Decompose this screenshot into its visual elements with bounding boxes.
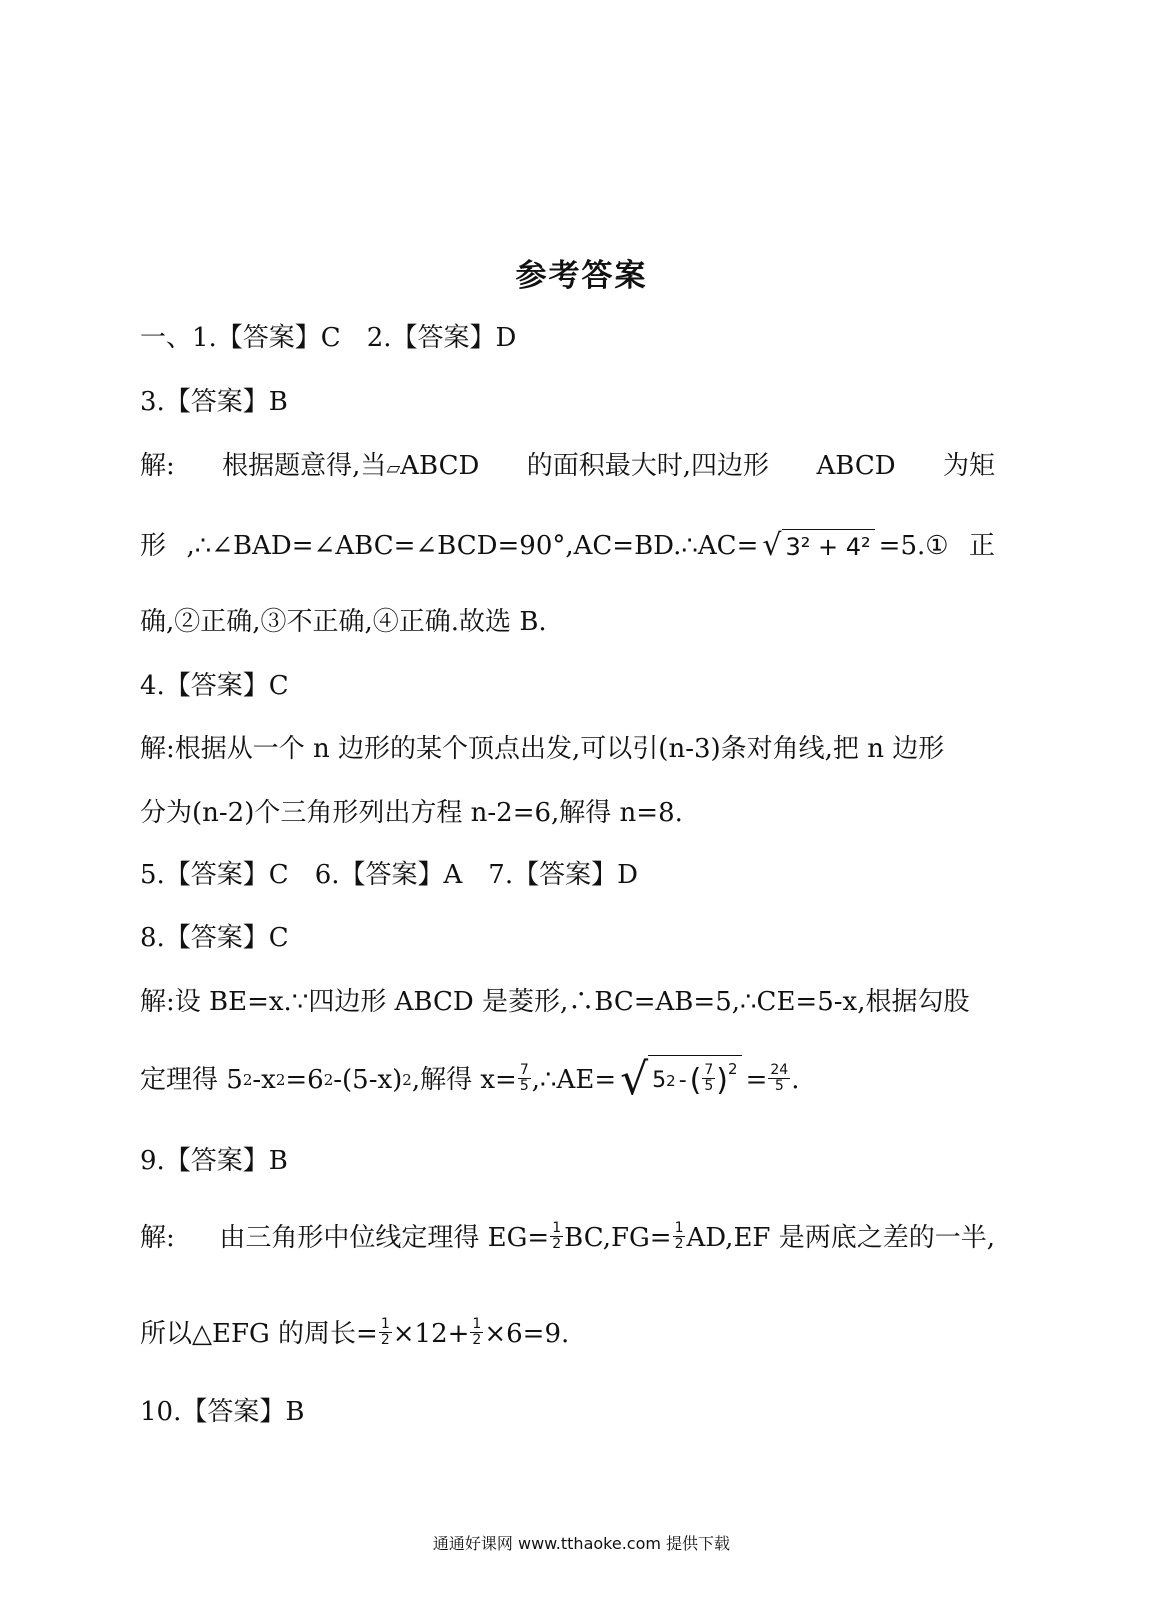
denominator: 2 xyxy=(472,1331,482,1348)
text-span: 解: xyxy=(140,1223,175,1253)
numerator: 24 xyxy=(770,1061,789,1078)
answer-2: 2.【答案】D xyxy=(366,323,517,353)
solution-4-line-2: 分为(n-2)个三角形列出方程 n-2=6,解得 n=8. xyxy=(140,798,683,828)
text-span: = xyxy=(745,1065,768,1095)
text-span: ×12+ xyxy=(392,1319,470,1349)
fraction xyxy=(379,1317,392,1348)
superscript: 2 xyxy=(275,1071,286,1089)
text-span: 所以△EFG 的周长= xyxy=(140,1319,378,1349)
text-span: =5.① xyxy=(878,531,949,561)
text-span: ABCD xyxy=(400,451,480,481)
sqrt-expression: √ 5 2 - ( $\frac{7}{5}$ ) 2 xyxy=(620,1055,741,1105)
denominator: 5 xyxy=(704,1078,714,1094)
left-paren: ( xyxy=(689,1062,702,1098)
superscript: 2 xyxy=(666,1071,676,1090)
answer-7: 7.【答案】D xyxy=(488,860,638,890)
text-span: AD,EF 是两底之差的一半, xyxy=(686,1223,995,1253)
answer-5: 5.【答案】C xyxy=(140,860,289,890)
answer-line-1 xyxy=(140,318,516,358)
text-span: ,∴AE= xyxy=(531,1065,617,1095)
text-span: 的面积最大时,四边形 xyxy=(526,451,770,481)
fraction xyxy=(768,1063,790,1094)
denominator: 2 xyxy=(380,1331,390,1348)
numerator: 1 xyxy=(674,1219,684,1236)
answer-8: 8.【答案】C xyxy=(140,923,289,953)
fraction xyxy=(550,1221,563,1252)
denominator: 2 xyxy=(674,1235,684,1252)
text-span: -x xyxy=(252,1065,276,1095)
text-span: 5 xyxy=(652,1067,667,1093)
text-span: - xyxy=(678,1067,687,1093)
text-span: ,解得 x= xyxy=(411,1065,517,1095)
solution-8-line-1: 解:设 BE=x.∵四边形 ABCD 是菱形,∴BC=AB=5,∴CE=5-x,根据勾股 xyxy=(140,987,970,1017)
numerator: 1 xyxy=(380,1315,390,1332)
fraction xyxy=(518,1063,531,1094)
right-paren: ) xyxy=(716,1062,729,1098)
fraction xyxy=(702,1063,715,1094)
solution-8-line-2 xyxy=(140,1055,799,1105)
text-span: -(5-x) xyxy=(333,1065,403,1095)
solution-3-line-2 xyxy=(140,526,995,566)
text-span: =6 xyxy=(285,1065,324,1095)
answer-10: 10.【答案】B xyxy=(140,1397,305,1427)
solution-9-line-2 xyxy=(140,1314,569,1354)
answer-4: 4.【答案】C xyxy=(140,671,289,701)
sqrt-radicand: 3² + 4² xyxy=(782,529,875,563)
solution-9-line-1 xyxy=(140,1218,995,1258)
numerator: 1 xyxy=(552,1219,562,1236)
solution-3-line-1 xyxy=(140,446,995,489)
text-span: 由三角形中位线定理得 EG= xyxy=(219,1223,550,1253)
solution-3-line-3: 确,②正确,③不正确,④正确.故选 B. xyxy=(140,607,547,637)
text-span: ,∴∠BAD=∠ABC=∠BCD=90°,AC=BD.∴AC= xyxy=(186,531,759,561)
page-title: 参考答案 xyxy=(515,258,648,294)
numerator: 7 xyxy=(519,1061,529,1078)
fraction xyxy=(673,1221,686,1252)
answer-6: 6.【答案】A xyxy=(314,860,463,890)
superscript: 2 xyxy=(402,1071,412,1089)
text-span: 解: xyxy=(140,451,175,481)
numerator: 1 xyxy=(472,1315,482,1332)
text-span: 形 xyxy=(140,531,167,561)
answer-line-5-7 xyxy=(140,855,638,895)
parallelogram-symbol: ▱ xyxy=(386,458,401,479)
answer-9: 9.【答案】B xyxy=(140,1146,288,1176)
superscript: 2 xyxy=(242,1071,253,1089)
text-span: ABCD xyxy=(816,451,896,481)
text-span: ×6=9. xyxy=(484,1319,570,1349)
text-span: 根据题意得,当 xyxy=(222,451,387,481)
denominator: 5 xyxy=(774,1077,784,1094)
text-span: 正 xyxy=(968,531,995,561)
denominator: 2 xyxy=(552,1235,562,1252)
superscript: 2 xyxy=(728,1059,738,1078)
footer-watermark: 通通好课网 www.tthaoke.com 提供下载 xyxy=(432,1534,731,1553)
answer-3: 3.【答案】B xyxy=(140,387,288,417)
text-span: BC,FG= xyxy=(564,1223,672,1253)
text-span: . xyxy=(791,1065,800,1095)
solution-4-line-1: 解:根据从一个 n 边形的某个顶点出发,可以引(n-3)条对角线,把 n 边形 xyxy=(140,734,945,764)
answer-1: 一、1.【答案】C xyxy=(140,323,341,353)
superscript: 2 xyxy=(323,1071,334,1089)
fraction xyxy=(470,1317,483,1348)
sqrt-expression: √ 3² + 4² xyxy=(762,529,874,563)
text-span: 定理得 5 xyxy=(140,1065,243,1095)
text-span: 为矩 xyxy=(942,451,995,481)
numerator: 7 xyxy=(704,1062,714,1078)
denominator: 5 xyxy=(519,1077,529,1094)
